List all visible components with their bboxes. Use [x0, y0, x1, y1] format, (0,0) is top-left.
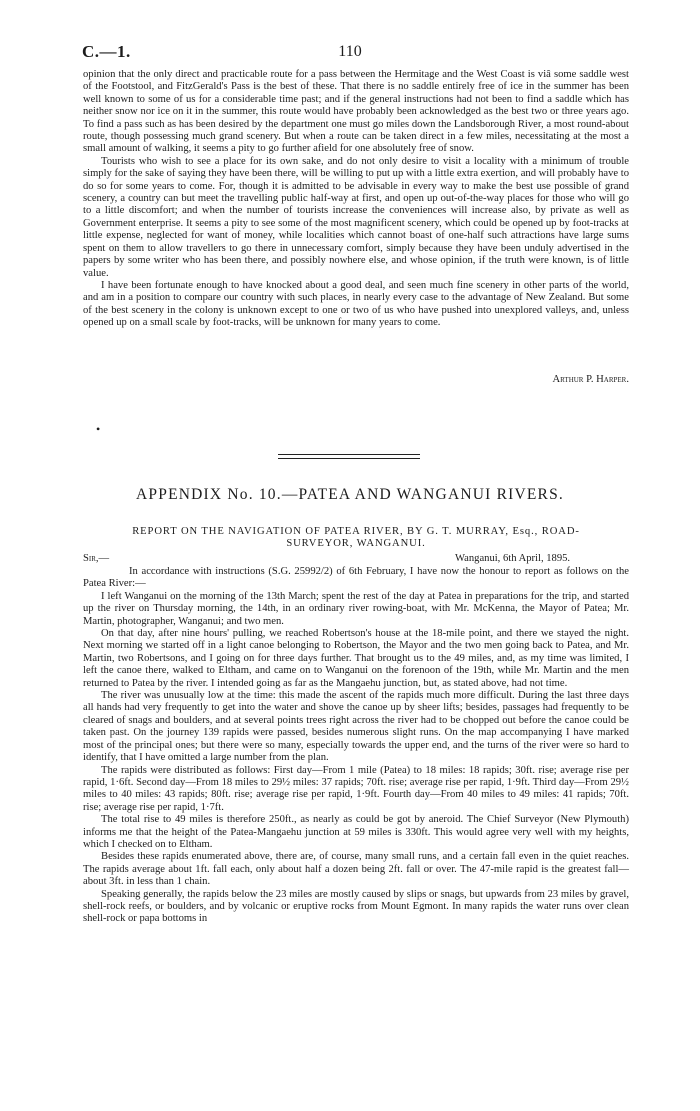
section-divider	[278, 458, 420, 459]
bullet-mark: •	[96, 422, 101, 436]
paragraph: I have been fortunate enough to have knocked about a good deal, and seen much fine scenery in other parts of the world, and am in a position to compare our country with such places, in nearly every case to the advantage of New Zealand. But some of the best scenery in the colony is unknown except to one or two of us who have pushed into unexplored valleys, and, unless opened up on a small scale by foot-tracks, will be unknown for many years to come.	[83, 279, 629, 329]
paragraph: Tourists who wish to see a place for its own sake, and do not only desire to visit a locality with a minimum of trouble simply for the sake of saying they have been there, will be willing to put up with a little extra exertion, and will probably have to do so for some years to come. For, though it is admitted to be advisable in every way to make the best use possible of grand scenery, a country can but meet the travelling public half-way at first, and open up out-of-the-way places for those who will go to a little discomfort; and when the number of tourists increase the conveniences will increase also, by private as well as Government enterprise. It seems a pity to see some of the most magnificent scenery, which could be opened up by foot-tracks at little expense, neglected for want of money, while localities which cannot boast of one-half such attractions have large sums spent on them to allow travellers to go there in unnecessary comfort, simply because they have been unduly advertised in the papers by some writer who has been there, and possibly nowhere else, and whose opinion, if the truth were known, is of little value.	[83, 155, 629, 279]
dateline: Wanganui, 6th April, 1895.	[455, 553, 571, 564]
paragraph: I left Wanganui on the morning of the 13th March; spent the rest of the day at Patea in preparations for the trip, and started up the river on Thursday morning, the 14th, in an ordinary river rowing-boat, with Mr. McKenna, the Mayor of Patea; Mr. Martin, photographer, Wanganui; and two men.	[83, 590, 629, 627]
report-heading-line: REPORT ON THE NAVIGATION OF PATEA RIVER, BY G. T. MURRAY, Esq., ROAD-	[132, 526, 580, 537]
paragraph: In accordance with instructions (S.G. 25992/2) of 6th February, I have now the honour to report as follows on the Patea River:—	[83, 566, 629, 590]
paragraph: On that day, after nine hours' pulling, we reached Robertson's house at the 18-mile point, and there we stayed the night. Next morning we started off in a light canoe belonging to Robertson, the Mayor and the two men going back to Patea, and Mr. Martin, two Robertsons, and I going on for three days further. That brought us to the 49 miles, and, as my time was limited, I left the canoe there, walked to Eltham, and came on to Wanganui on the forenoon of the 19th, while Mr. Martin and the men returned to Patea by the river. I intended going as far as the Mangaehu junction, but, as stated above, had not time.	[83, 628, 629, 689]
signature: Arthur P. Harper.	[552, 374, 629, 385]
paragraph: Besides these rapids enumerated above, there are, of course, many small runs, and a certain fall even in the quiet reaches. The rapids average about 1ft. fall each, only about half a dozen being 2ft. fall or over. The 47-mile rapid is the greatest fall—about 3ft. in less than 1 chain.	[83, 851, 629, 888]
paragraph: Speaking generally, the rapids below the 23 miles are mostly caused by slips or snags, but upwards from 23 miles by gravel, shell-rock reefs, or boulders, and by volcanic or eruptive rocks from Mount Egmont. In many rapids the water runs over clean shell-rock or papa bottoms in	[83, 888, 629, 925]
paragraph: The rapids were distributed as follows: First day—From 1 mile (Patea) to 18 miles: 18 rapids; 30ft. rise; average rise per rapid, 1·6ft. Second day—From 18 miles to 29½ miles: 37 rapids; 70ft. rise; average rise per rapid, 1·9ft. Third day—From 29½ miles to 40 miles: 43 rapids; 80ft. rise; average rise per rapid, 1·9ft. Fourth day—From 40 miles to 49 miles: 41 rapids; 70ft. rise; average rise per rapid, 1·7ft.	[83, 764, 629, 813]
paragraph: The total rise to 49 miles is therefore 250ft., as nearly as could be got by aneroid. The Chief Surveyor (New Plymouth) informs me that the height of the Patea-Mangaehu junction at 59 miles is 330ft. This would agree very well with my heights, which I checked on to Eltham.	[83, 814, 629, 850]
report-heading	[83, 526, 629, 550]
paragraph: The river was unusually low at the time: this made the ascent of the rapids much more difficult. During the last three days all hands had very frequently to get into the water and shove the canoe up by sheer lifts; besides, passages had frequently to be cleared of snags and boulders, and at several points trees right across the river had to be chopped out before the canoe could be taken past. On the journey 139 rapids were passed, besides numerous slight runs. On the map accompanying I have marked most of the principal ones; but there were so many, especially towards the upper end, and the turns of the river were so hard to identify, that I have omitted a large number from the plan.	[83, 690, 629, 764]
paragraph: opinion that the only direct and practicable route for a pass between the Hermitage and the West Coast is viâ some saddle west of the Footstool, and FitzGerald's Pass is the best of these. That there is no saddle entirely free of ice in the summer has been well known to some of us for a considerable time past; and if the general instructions had not been to find a saddle which has neither snow nor ice on it in the summer, this route would have probably been acknowledged as the best two or three years ago. To find a pass such as has been desired by the department one must go miles down the Landsborough River, a most round-about route, though possessing much grand scenery. But when a route can be taken direct in a few miles, necessitating at the most a small amount of walking, it seems a pity to go further afield for one absolutely free of snow.	[83, 69, 629, 155]
salutation: Sir,—	[83, 553, 110, 564]
section-divider	[278, 454, 420, 455]
report-heading-line: SURVEYOR, WANGANUI.	[286, 538, 426, 550]
appendix-title: APPENDIX No. 10.—PATEA AND WANGANUI RIVERS.	[136, 486, 564, 503]
patea-report-text	[83, 566, 629, 926]
document-code: C.—1.	[82, 42, 131, 61]
page-number: 110	[338, 43, 362, 60]
harper-report-text	[83, 69, 629, 330]
